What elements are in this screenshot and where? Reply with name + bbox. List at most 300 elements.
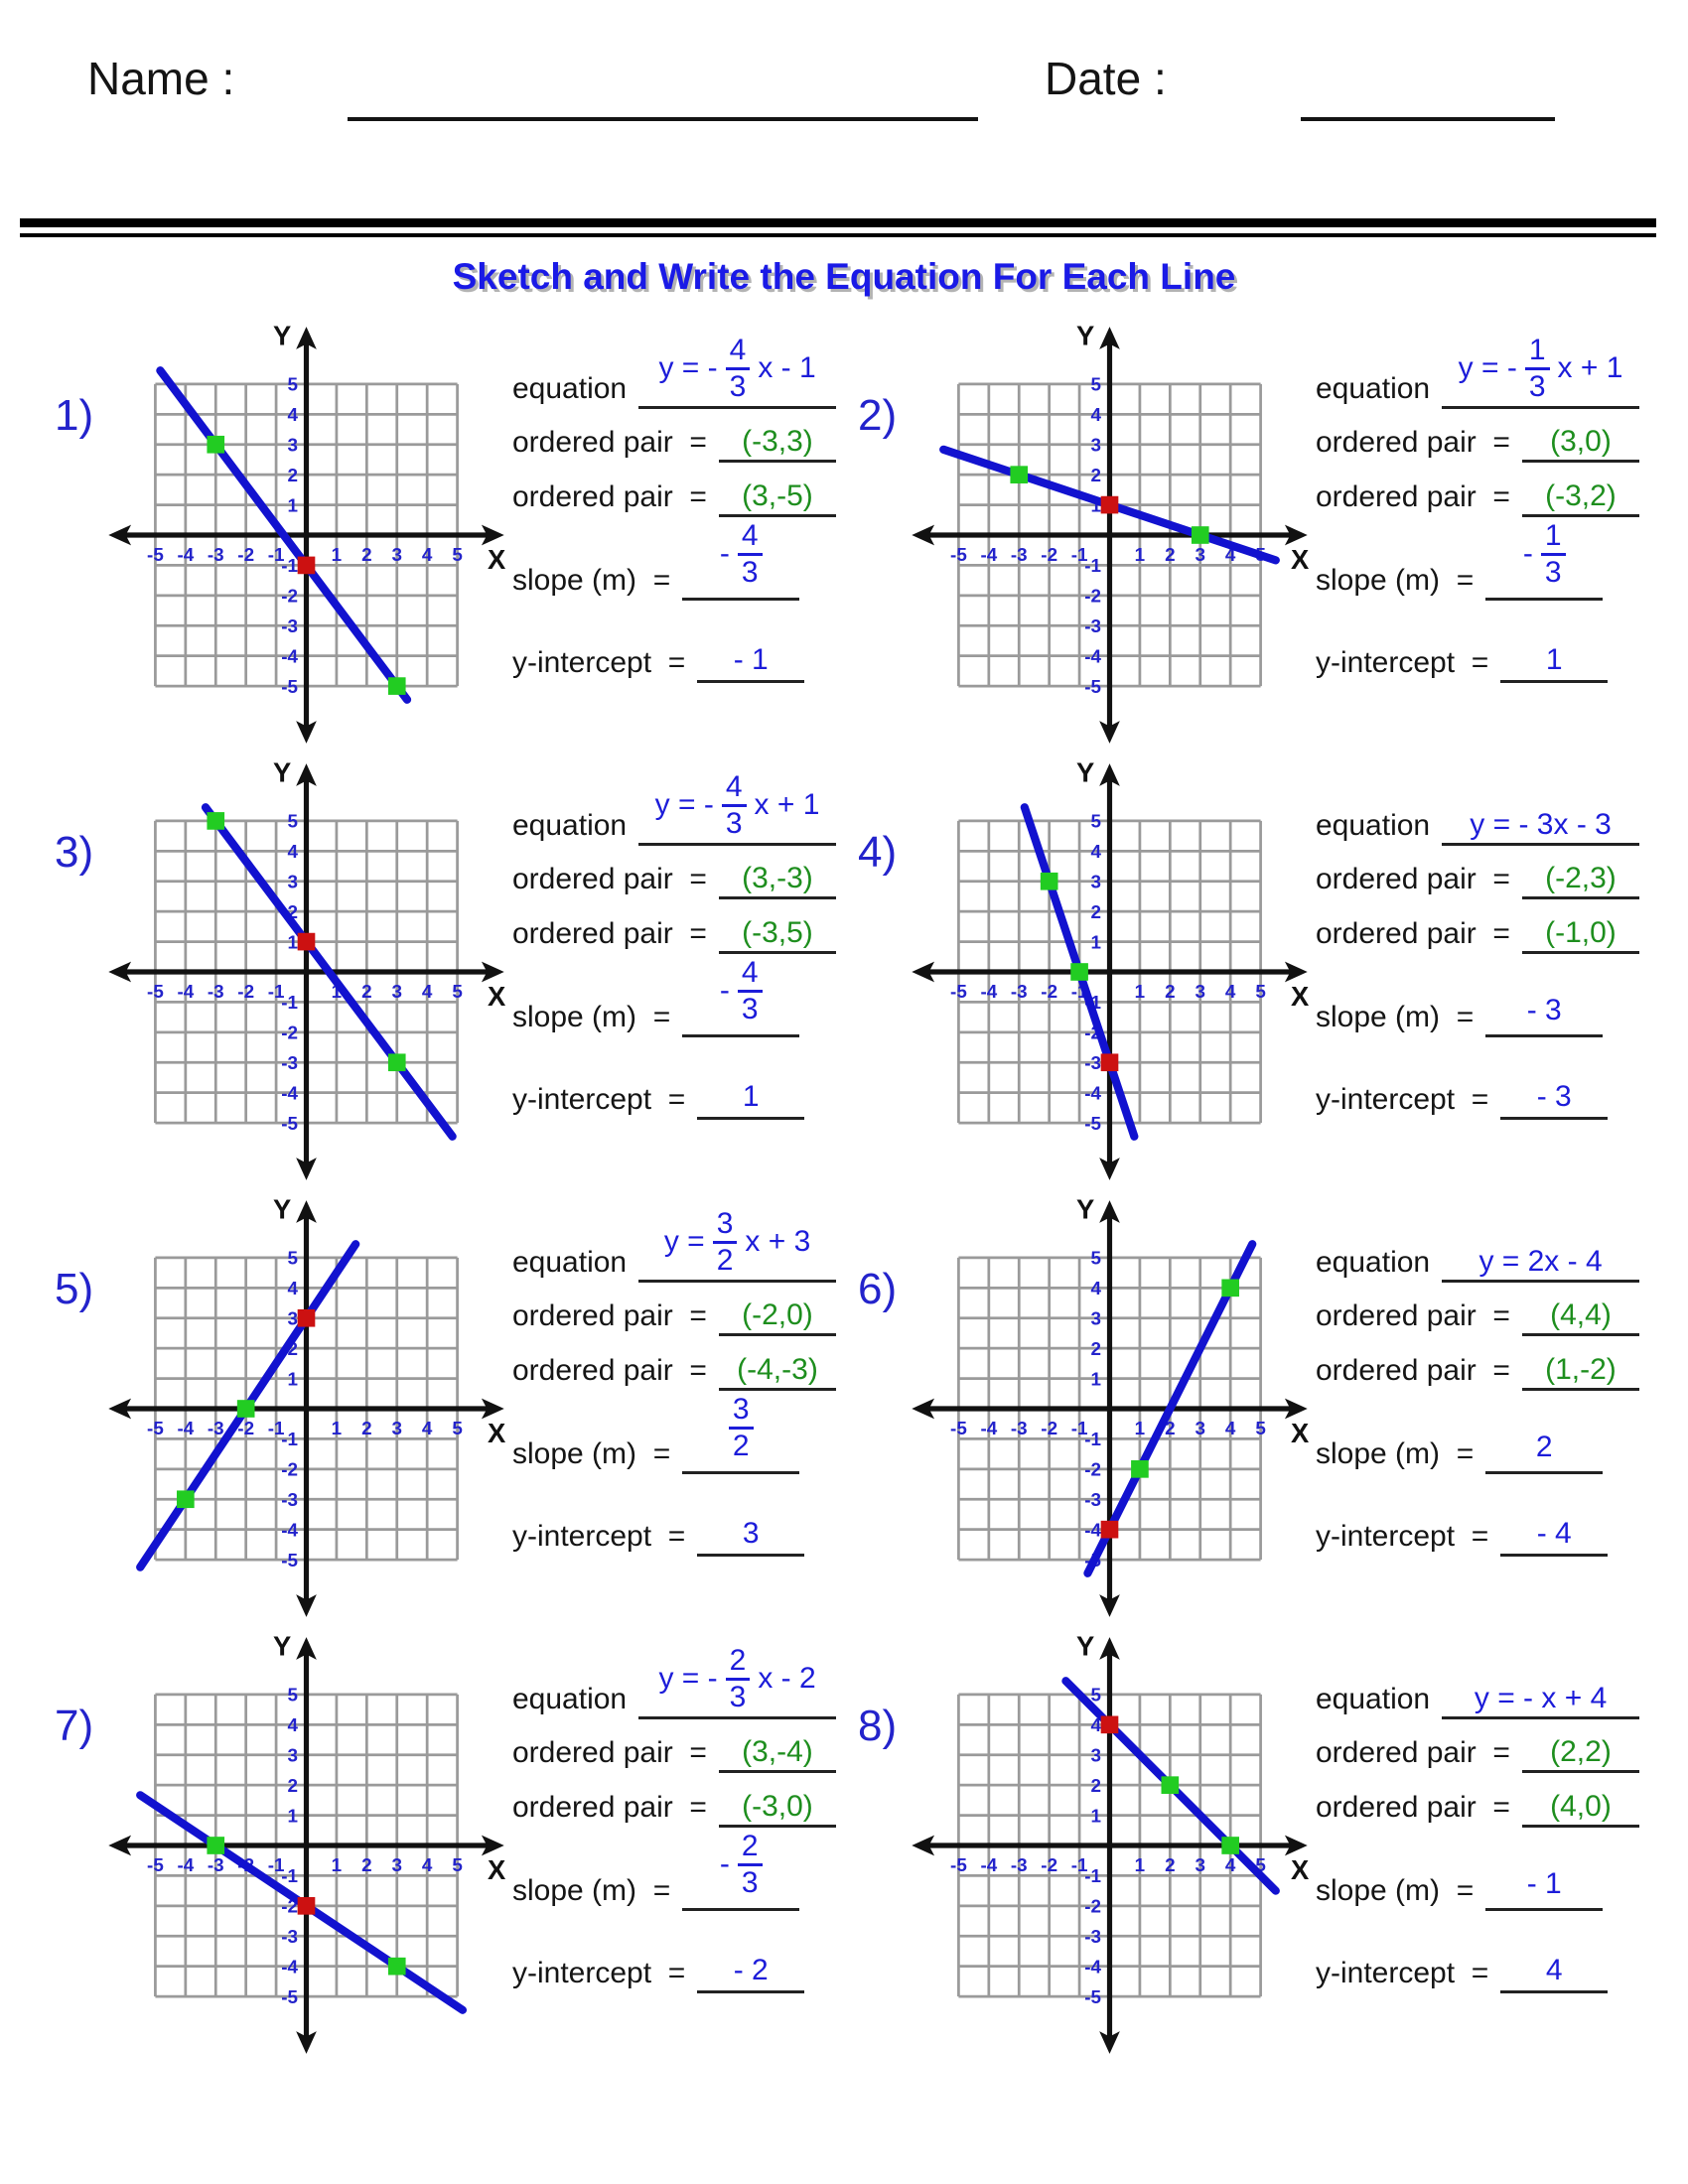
svg-text:-4 bbox=[177, 544, 194, 565]
slope-answer: $\frac{3}{2}$ bbox=[729, 1393, 754, 1462]
svg-text:3 bbox=[392, 1418, 402, 1438]
equation-blank[interactable] bbox=[1442, 1683, 1639, 1720]
date-blank[interactable] bbox=[1301, 117, 1555, 121]
y-intercept-row bbox=[512, 621, 836, 683]
svg-text:3 bbox=[1090, 871, 1100, 891]
equation-blank[interactable] bbox=[1442, 809, 1639, 847]
svg-text:3 bbox=[287, 1744, 297, 1765]
slope-row bbox=[1316, 1376, 1639, 1474]
slope-label: slope (m) = bbox=[1316, 1873, 1475, 1907]
ordered-pair-1-answer: (2,2) bbox=[1550, 1734, 1612, 1768]
ordered-pair-1-label: ordered pair = bbox=[1316, 1298, 1510, 1332]
svg-text:-3 bbox=[1011, 981, 1028, 1002]
svg-text:5 bbox=[287, 811, 297, 832]
slope-answer: - 1 bbox=[1526, 1866, 1562, 1900]
svg-text:1 bbox=[287, 1368, 297, 1389]
y-intercept-answer: - 3 bbox=[1536, 1079, 1572, 1113]
slope-answer: 2 bbox=[1535, 1430, 1553, 1463]
y-intercept-blank[interactable] bbox=[697, 1518, 804, 1558]
y-intercept-point bbox=[298, 933, 316, 951]
svg-text:-1 bbox=[281, 555, 298, 576]
ordered-pair-1-blank[interactable] bbox=[1522, 863, 1639, 900]
equation-blank[interactable] bbox=[638, 334, 836, 409]
ordered-pair-point bbox=[207, 436, 224, 454]
slope-row bbox=[512, 939, 836, 1037]
svg-text:-4 bbox=[177, 1418, 194, 1438]
svg-text:-2 bbox=[281, 1023, 298, 1043]
svg-text:-3 bbox=[1084, 1489, 1101, 1510]
slope-blank[interactable] bbox=[1485, 1432, 1603, 1475]
svg-text:-2 bbox=[1084, 586, 1101, 607]
svg-text:Y bbox=[273, 1193, 291, 1224]
svg-text:X bbox=[1291, 1854, 1310, 1885]
y-intercept-answer: - 1 bbox=[733, 642, 769, 676]
ordered-pair-1-answer: (4,4) bbox=[1550, 1297, 1612, 1331]
y-intercept-label: y-intercept = bbox=[512, 1519, 686, 1553]
svg-text:2 bbox=[361, 1854, 371, 1875]
ordered-pair-2-answer: (-3,2) bbox=[1545, 478, 1617, 512]
svg-text:-1 bbox=[281, 1865, 298, 1886]
name-label: Name : bbox=[87, 53, 235, 104]
svg-text:1 bbox=[1090, 1805, 1100, 1826]
svg-text:-2 bbox=[237, 544, 254, 565]
svg-text:3 bbox=[287, 871, 297, 891]
svg-text:-4 bbox=[177, 981, 194, 1002]
svg-text:-3 bbox=[1084, 615, 1101, 636]
svg-text:5 bbox=[287, 1248, 297, 1269]
y-intercept-answer: - 2 bbox=[733, 1953, 769, 1986]
axes bbox=[928, 778, 1291, 1164]
y-intercept-blank[interactable] bbox=[1500, 644, 1608, 684]
slope-row bbox=[512, 1813, 836, 1911]
equation-label: equation bbox=[1316, 371, 1431, 405]
svg-text:-2 bbox=[281, 1459, 298, 1480]
equation-blank[interactable] bbox=[638, 1207, 836, 1283]
equation-row bbox=[512, 770, 836, 846]
svg-text:5 bbox=[1255, 981, 1265, 1002]
y-intercept-blank[interactable] bbox=[697, 1081, 804, 1121]
svg-text:2 bbox=[361, 981, 371, 1002]
ordered-pair-1-blank[interactable] bbox=[719, 863, 836, 900]
problems-container bbox=[55, 334, 1643, 2093]
equation-blank[interactable] bbox=[638, 1644, 836, 1719]
slope-answer: - $\frac{2}{3}$ bbox=[720, 1830, 763, 1899]
svg-text:-5 bbox=[281, 1986, 298, 2007]
svg-text:-3 bbox=[208, 1418, 224, 1438]
ordered-pair-2-label: ordered pair = bbox=[1316, 916, 1510, 950]
svg-text:-5 bbox=[281, 676, 298, 697]
svg-text:X bbox=[1291, 544, 1310, 575]
ordered-pair-1-row bbox=[1316, 411, 1639, 463]
ordered-pair-point bbox=[1041, 873, 1058, 890]
ordered-pair-2-answer: (3,-5) bbox=[742, 478, 813, 512]
svg-text:X bbox=[1291, 981, 1310, 1012]
graph-plot bbox=[904, 318, 1316, 752]
svg-text:-3 bbox=[208, 981, 224, 1002]
equation-label: equation bbox=[1316, 808, 1431, 842]
svg-text:2 bbox=[1090, 465, 1100, 485]
y-intercept-blank[interactable] bbox=[1500, 1081, 1608, 1121]
svg-text:4 bbox=[1225, 1418, 1236, 1438]
y-intercept-point bbox=[298, 1897, 316, 1915]
svg-text:2 bbox=[1165, 544, 1175, 565]
graph bbox=[904, 318, 1316, 752]
ordered-pair-1-answer: (-2,0) bbox=[742, 1297, 813, 1331]
slope-label: slope (m) = bbox=[512, 1436, 671, 1470]
y-intercept-row bbox=[1316, 1058, 1639, 1120]
ordered-pair-1-answer: (-2,3) bbox=[1545, 861, 1617, 894]
svg-text:-4 bbox=[1084, 1082, 1101, 1103]
svg-text:-5 bbox=[1084, 1113, 1101, 1134]
svg-text:2 bbox=[287, 465, 297, 485]
svg-text:2 bbox=[1090, 1338, 1100, 1359]
ordered-pair-1-row bbox=[512, 1285, 836, 1336]
y-intercept-label: y-intercept = bbox=[1316, 1519, 1489, 1553]
slope-blank[interactable] bbox=[682, 956, 799, 1037]
y-intercept-row bbox=[1316, 621, 1639, 683]
problem-block bbox=[55, 770, 840, 1219]
ordered-pair-1-answer: (3,0) bbox=[1550, 424, 1612, 458]
svg-text:-5 bbox=[147, 1854, 164, 1875]
svg-text:4 bbox=[287, 404, 298, 425]
graph bbox=[100, 1628, 512, 2063]
svg-text:3 bbox=[392, 544, 402, 565]
y-intercept-answer: 1 bbox=[742, 1079, 760, 1113]
ordered-pair-1-label: ordered pair = bbox=[512, 1298, 707, 1332]
svg-text:4 bbox=[1090, 841, 1101, 862]
problem-block bbox=[858, 1656, 1643, 2093]
slope-label: slope (m) = bbox=[512, 1000, 671, 1033]
problem-number: 3) bbox=[55, 828, 94, 877]
equation-label: equation bbox=[512, 808, 628, 842]
ordered-pair-point bbox=[1162, 1776, 1180, 1794]
answers bbox=[512, 334, 840, 782]
svg-text:4 bbox=[422, 544, 433, 565]
svg-text:1 bbox=[1090, 931, 1100, 952]
svg-text:5 bbox=[452, 1418, 462, 1438]
svg-text:4 bbox=[287, 1714, 298, 1735]
y-intercept-answer: 1 bbox=[1545, 642, 1563, 676]
answers bbox=[1316, 1219, 1643, 1656]
ordered-pair-point bbox=[1221, 1837, 1239, 1854]
svg-text:4 bbox=[287, 1278, 298, 1298]
ordered-pair-1-blank[interactable] bbox=[1522, 1736, 1639, 1774]
graph bbox=[904, 754, 1316, 1189]
svg-text:-2 bbox=[1041, 544, 1057, 565]
svg-text:-2 bbox=[1084, 1459, 1101, 1480]
svg-text:Y bbox=[1076, 320, 1094, 350]
svg-text:1 bbox=[1135, 1854, 1145, 1875]
ordered-pair-1-blank[interactable] bbox=[719, 426, 836, 464]
ordered-pair-1-answer: (-3,3) bbox=[742, 424, 813, 458]
ordered-pair-2-answer: (4,0) bbox=[1550, 1789, 1612, 1823]
slope-answer: - $\frac{1}{3}$ bbox=[1523, 519, 1566, 589]
ordered-pair-1-row bbox=[1316, 1285, 1639, 1336]
svg-text:2 bbox=[287, 1775, 297, 1796]
svg-text:-4 bbox=[281, 645, 298, 666]
ordered-pair-2-label: ordered pair = bbox=[1316, 1353, 1510, 1387]
ordered-pair-1-row bbox=[1316, 1721, 1639, 1773]
equation-label: equation bbox=[1316, 1682, 1431, 1715]
answers bbox=[1316, 1656, 1643, 2093]
ordered-pair-2-answer: (1,-2) bbox=[1545, 1352, 1617, 1386]
equation-row bbox=[1316, 334, 1639, 409]
graph-plot bbox=[904, 1191, 1316, 1626]
equation-blank[interactable] bbox=[638, 770, 836, 846]
y-intercept-blank[interactable] bbox=[697, 644, 804, 684]
svg-text:-3 bbox=[1011, 1854, 1028, 1875]
equation-row bbox=[512, 1644, 836, 1719]
ordered-pair-point bbox=[177, 1490, 195, 1508]
ordered-pair-2-answer: (-1,0) bbox=[1545, 915, 1617, 949]
problem-number: 4) bbox=[858, 828, 898, 877]
svg-text:-5 bbox=[950, 1418, 967, 1438]
svg-text:5 bbox=[1090, 811, 1100, 832]
y-intercept-point bbox=[298, 1309, 316, 1327]
svg-text:5 bbox=[452, 544, 462, 565]
svg-text:4 bbox=[422, 1418, 433, 1438]
svg-text:-3 bbox=[1084, 1926, 1101, 1947]
slope-label: slope (m) = bbox=[1316, 1436, 1475, 1470]
svg-text:-4 bbox=[1084, 1956, 1101, 1977]
problem-block bbox=[858, 782, 1643, 1219]
equation-row bbox=[1316, 1654, 1639, 1719]
ordered-pair-2-label: ordered pair = bbox=[512, 916, 707, 950]
ordered-pair-1-blank[interactable] bbox=[719, 1736, 836, 1774]
y-intercept-point bbox=[1101, 496, 1119, 514]
ordered-pair-2-answer: (-3,0) bbox=[742, 1789, 813, 1823]
slope-blank[interactable] bbox=[1485, 519, 1603, 601]
slope-answer: - $\frac{4}{3}$ bbox=[720, 519, 763, 589]
svg-text:-2 bbox=[1084, 1896, 1101, 1917]
problem-number: 1) bbox=[55, 391, 94, 440]
svg-text:-5 bbox=[1084, 1986, 1101, 2007]
slope-blank[interactable] bbox=[682, 519, 799, 601]
svg-text:-2 bbox=[1041, 1418, 1057, 1438]
equation-blank[interactable] bbox=[1442, 334, 1639, 409]
ordered-pair-1-answer: (3,-4) bbox=[742, 1734, 813, 1768]
svg-text:1 bbox=[1135, 544, 1145, 565]
axes bbox=[125, 1652, 488, 2038]
equation-blank[interactable] bbox=[1442, 1246, 1639, 1284]
ordered-pair-1-row bbox=[512, 1721, 836, 1773]
svg-text:1 bbox=[1135, 1418, 1145, 1438]
equation-answer: y = 2x - 4 bbox=[1478, 1244, 1603, 1278]
svg-text:X bbox=[488, 1418, 506, 1448]
svg-text:2 bbox=[361, 544, 371, 565]
svg-text:4 bbox=[1225, 981, 1236, 1002]
ordered-pair-1-answer: (3,-3) bbox=[742, 861, 813, 894]
ordered-pair-point bbox=[388, 677, 406, 695]
svg-text:-3 bbox=[1011, 544, 1028, 565]
slope-blank[interactable] bbox=[682, 1393, 799, 1474]
svg-text:4 bbox=[287, 841, 298, 862]
ordered-pair-1-blank[interactable] bbox=[1522, 1299, 1639, 1337]
ordered-pair-1-row bbox=[1316, 848, 1639, 899]
equation-label: equation bbox=[512, 1682, 628, 1715]
svg-text:3 bbox=[287, 1307, 297, 1328]
y-intercept-row bbox=[1316, 1495, 1639, 1557]
ordered-pair-point bbox=[388, 1958, 406, 1976]
svg-text:-3 bbox=[281, 1489, 298, 1510]
svg-text:5 bbox=[1090, 374, 1100, 395]
equation-row bbox=[1316, 780, 1639, 846]
problem-block bbox=[55, 1207, 840, 1656]
ordered-pair-point bbox=[1192, 526, 1209, 544]
equation-label: equation bbox=[512, 1245, 628, 1279]
svg-text:-5 bbox=[950, 544, 967, 565]
svg-text:-3 bbox=[208, 544, 224, 565]
svg-text:-5 bbox=[147, 544, 164, 565]
equation-answer: y = - $\frac{2}{3}$ x - 2 bbox=[658, 1644, 816, 1713]
svg-text:-5 bbox=[147, 1418, 164, 1438]
y-intercept-row bbox=[1316, 1932, 1639, 1993]
ordered-pair-1-label: ordered pair = bbox=[1316, 1735, 1510, 1769]
problem-number: 5) bbox=[55, 1265, 94, 1313]
equation-label: equation bbox=[1316, 1245, 1431, 1279]
svg-text:1 bbox=[1135, 981, 1145, 1002]
problem-number: 8) bbox=[858, 1702, 898, 1750]
graph bbox=[904, 1628, 1316, 2063]
problem-block bbox=[55, 1644, 840, 2093]
equation-row bbox=[512, 1207, 836, 1283]
problem-number: 6) bbox=[858, 1265, 898, 1313]
equation-row bbox=[1316, 1217, 1639, 1283]
problem-number: 2) bbox=[858, 391, 898, 440]
svg-text:5 bbox=[287, 1685, 297, 1706]
problem-number: 7) bbox=[55, 1702, 94, 1750]
slope-blank[interactable] bbox=[1485, 1868, 1603, 1912]
equation-answer: y = $\frac{3}{2}$ x + 3 bbox=[663, 1207, 811, 1277]
svg-text:5 bbox=[452, 981, 462, 1002]
svg-text:1 bbox=[287, 494, 297, 515]
slope-row bbox=[1316, 502, 1639, 601]
slope-row bbox=[512, 1376, 836, 1474]
slope-label: slope (m) = bbox=[512, 1873, 671, 1907]
graph-plot bbox=[100, 1191, 512, 1626]
slope-label: slope (m) = bbox=[1316, 563, 1475, 597]
worksheet-title: Sketch and Write the Equation For Each Line bbox=[452, 256, 1236, 297]
svg-text:Y bbox=[273, 756, 291, 787]
y-intercept-label: y-intercept = bbox=[512, 1082, 686, 1116]
svg-text:4 bbox=[1090, 404, 1101, 425]
svg-text:-2 bbox=[1041, 981, 1057, 1002]
svg-text:1 bbox=[287, 1805, 297, 1826]
svg-text:X bbox=[488, 544, 506, 575]
name-blank[interactable] bbox=[348, 117, 978, 121]
problem-block bbox=[858, 334, 1643, 782]
ordered-pair-point bbox=[1221, 1280, 1239, 1297]
graph-plot bbox=[100, 318, 512, 752]
svg-text:-1 bbox=[281, 1429, 298, 1449]
ordered-pair-1-row bbox=[512, 848, 836, 899]
ordered-pair-1-blank[interactable] bbox=[1522, 426, 1639, 464]
svg-text:Y bbox=[273, 320, 291, 350]
svg-text:Y bbox=[1076, 1630, 1094, 1661]
svg-text:-3 bbox=[1011, 1418, 1028, 1438]
equation-answer: y = - $\frac{4}{3}$ x + 1 bbox=[654, 770, 820, 840]
svg-text:3 bbox=[392, 981, 402, 1002]
graph-plot bbox=[904, 754, 1316, 1189]
svg-text:-4 bbox=[281, 1956, 298, 1977]
answers bbox=[512, 1644, 840, 2093]
svg-text:-4 bbox=[980, 1418, 997, 1438]
ordered-pair-point bbox=[207, 812, 224, 830]
svg-text:2 bbox=[1165, 1854, 1175, 1875]
answers bbox=[1316, 782, 1643, 1219]
ordered-pair-2-answer: (-4,-3) bbox=[737, 1352, 818, 1386]
svg-text:4 bbox=[1090, 1278, 1101, 1298]
svg-text:-4 bbox=[281, 1082, 298, 1103]
ordered-pair-1-label: ordered pair = bbox=[512, 862, 707, 895]
ordered-pair-point bbox=[237, 1400, 255, 1418]
svg-text:3 bbox=[287, 434, 297, 455]
svg-text:1 bbox=[332, 1418, 342, 1438]
svg-text:-3 bbox=[1084, 1052, 1101, 1073]
svg-text:X bbox=[488, 981, 506, 1012]
y-intercept-answer: - 4 bbox=[1536, 1516, 1572, 1550]
slope-label: slope (m) = bbox=[1316, 1000, 1475, 1033]
y-intercept-label: y-intercept = bbox=[1316, 1082, 1489, 1116]
graph bbox=[100, 1191, 512, 1626]
ordered-pair-point bbox=[1010, 466, 1028, 483]
svg-text:-3 bbox=[281, 1052, 298, 1073]
y-intercept-row bbox=[512, 1932, 836, 1993]
axes bbox=[928, 341, 1291, 728]
y-intercept-row bbox=[512, 1495, 836, 1557]
svg-text:3 bbox=[1196, 544, 1205, 565]
y-intercept-blank[interactable] bbox=[1500, 1955, 1608, 1994]
y-intercept-label: y-intercept = bbox=[1316, 645, 1489, 679]
ordered-pair-point bbox=[207, 1837, 224, 1854]
svg-text:-4 bbox=[980, 1854, 997, 1875]
svg-text:5 bbox=[287, 374, 297, 395]
ordered-pair-1-label: ordered pair = bbox=[1316, 425, 1510, 459]
svg-text:Y bbox=[273, 1630, 291, 1661]
y-intercept-point bbox=[298, 557, 316, 575]
svg-text:1 bbox=[332, 1854, 342, 1875]
svg-text:4 bbox=[422, 981, 433, 1002]
ordered-pair-1-label: ordered pair = bbox=[512, 1735, 707, 1769]
ordered-pair-2-answer: (-3,5) bbox=[742, 915, 813, 949]
slope-answer: - $\frac{4}{3}$ bbox=[720, 956, 763, 1025]
ordered-pair-point bbox=[388, 1053, 406, 1071]
slope-blank[interactable] bbox=[682, 1830, 799, 1911]
svg-text:-5 bbox=[281, 1550, 298, 1570]
y-intercept-row bbox=[512, 1058, 836, 1120]
svg-text:5 bbox=[452, 1854, 462, 1875]
y-intercept-label: y-intercept = bbox=[512, 645, 686, 679]
svg-text:-4 bbox=[980, 981, 997, 1002]
svg-text:-4 bbox=[980, 544, 997, 565]
svg-text:-3 bbox=[281, 615, 298, 636]
ordered-pair-2-label: ordered pair = bbox=[1316, 1790, 1510, 1824]
y-intercept-point bbox=[1101, 1053, 1119, 1071]
y-intercept-blank[interactable] bbox=[697, 1955, 804, 1994]
svg-text:2 bbox=[361, 1418, 371, 1438]
ordered-pair-1-blank[interactable] bbox=[719, 1299, 836, 1337]
problem-block bbox=[55, 334, 840, 782]
date-label: Date : bbox=[1045, 53, 1167, 104]
slope-blank[interactable] bbox=[1485, 995, 1603, 1038]
svg-text:5 bbox=[1255, 1418, 1265, 1438]
svg-text:2 bbox=[1090, 901, 1100, 922]
svg-text:-3 bbox=[208, 1854, 224, 1875]
y-intercept-blank[interactable] bbox=[1500, 1518, 1608, 1558]
svg-text:-5 bbox=[1084, 676, 1101, 697]
svg-text:-3 bbox=[281, 1926, 298, 1947]
svg-text:3 bbox=[1090, 434, 1100, 455]
